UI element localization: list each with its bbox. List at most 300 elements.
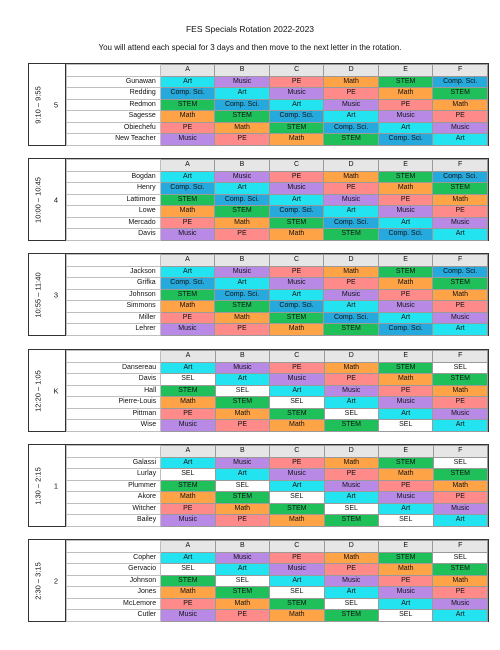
subject-cell: STEM [433, 278, 488, 290]
subject-cell: Art [215, 88, 270, 100]
subject-cell: PE [324, 564, 378, 576]
subject-cell: STEM [379, 457, 433, 469]
teacher-name: McLemore [67, 598, 161, 610]
subject-cell: STEM [269, 312, 324, 324]
page-subtitle: You will attend each special for 3 days and then move to the next letter in the rotation. [98, 43, 402, 52]
table-row [67, 88, 488, 100]
subject-cell: SEL [270, 397, 324, 409]
teacher-name: Johnson [67, 289, 161, 301]
subject-cell: SEL [215, 480, 269, 492]
teacher-name: Lattimore [67, 194, 161, 206]
rotation-table [66, 445, 488, 527]
subject-cell: Comp. Sci. [378, 134, 433, 146]
subject-cell: PE [324, 374, 378, 386]
subject-cell: PE [324, 278, 379, 290]
subject-cell: PE [160, 217, 215, 229]
teacher-name: Plummer [67, 480, 161, 492]
subject-cell: Music [161, 515, 215, 527]
slot-letter-header: D [324, 541, 378, 553]
rotation-table [66, 350, 488, 432]
subject-cell: Music [378, 111, 433, 123]
subject-cell: Art [160, 76, 215, 88]
subject-cell: Art [433, 420, 488, 432]
time-label: 2:30 – 3:15 [33, 561, 43, 600]
teacher-name: Copher [67, 552, 161, 564]
slot-letter-header: A [161, 446, 215, 458]
rotation-table [66, 254, 488, 336]
subject-cell: Music [160, 324, 215, 336]
subject-cell: Art [324, 587, 378, 599]
time-label-cell [29, 64, 48, 145]
grade-label-cell [47, 254, 66, 335]
subject-cell: SEL [433, 362, 488, 374]
subject-cell: STEM [270, 408, 324, 420]
subject-cell: PE [433, 206, 488, 218]
grade-label: 1 [53, 481, 59, 490]
grade-label-cell [47, 445, 66, 526]
table-row [67, 194, 488, 206]
slot-letter-header: E [378, 255, 433, 267]
teacher-name: Lowe [67, 206, 161, 218]
subject-cell: STEM [215, 492, 269, 504]
subject-cell: STEM [324, 420, 378, 432]
table-row [67, 480, 488, 492]
table-row [67, 385, 488, 397]
rotation-table [66, 159, 488, 241]
subject-cell: SEL [324, 598, 378, 610]
subject-cell: SEL [433, 552, 488, 564]
teacher-name: Redding [67, 88, 161, 100]
subject-cell: Music [378, 206, 433, 218]
subject-cell: Comp. Sci. [269, 301, 324, 313]
teacher-name: Davis [67, 229, 161, 241]
subject-cell: SEL [324, 503, 378, 515]
slot-letter-header: F [433, 65, 488, 77]
table-row [67, 122, 488, 134]
time-block [28, 158, 489, 241]
subject-cell: PE [433, 397, 488, 409]
teacher-name: Jackson [67, 266, 161, 278]
table-row [67, 420, 488, 432]
subject-cell: PE [270, 362, 324, 374]
subject-cell: PE [324, 183, 379, 195]
subject-cell: STEM [161, 575, 215, 587]
subject-cell: PE [269, 171, 324, 183]
subject-cell: Art [160, 266, 215, 278]
subject-cell: PE [378, 289, 433, 301]
slot-letter-header: C [270, 351, 324, 363]
subject-cell: Music [433, 503, 488, 515]
table-row [67, 515, 488, 527]
slot-header-row [67, 160, 488, 172]
subject-cell: PE [215, 515, 269, 527]
subject-cell: SEL [161, 469, 215, 481]
grade-label: 3 [53, 290, 59, 299]
teacher-name: Grifka [67, 278, 161, 290]
subject-cell: PE [161, 598, 215, 610]
subject-cell: Math [433, 289, 488, 301]
slot-letter-header: D [324, 65, 379, 77]
subject-cell: STEM [215, 206, 270, 218]
subject-cell: Music [324, 194, 379, 206]
teacher-name: Gervacio [67, 564, 161, 576]
subject-cell: PE [433, 492, 488, 504]
subject-cell: Music [324, 480, 378, 492]
subject-cell: Math [215, 122, 270, 134]
subject-cell: Math [161, 492, 215, 504]
subject-cell: PE [324, 469, 378, 481]
subject-cell: Music [160, 134, 215, 146]
slot-letter-header: B [215, 351, 269, 363]
time-label-cell [29, 540, 48, 621]
rotation-table [66, 64, 488, 146]
subject-cell: STEM [324, 515, 378, 527]
subject-cell: STEM [378, 76, 433, 88]
teacher-name: Sagesse [67, 111, 161, 123]
slot-letter-header: A [161, 351, 215, 363]
page-title: FES Specials Rotation 2022-2023 [185, 24, 315, 34]
subject-cell: Music [270, 564, 324, 576]
subject-cell: Comp. Sci. [269, 111, 324, 123]
table-row [67, 552, 488, 564]
subject-cell: SEL [324, 408, 378, 420]
slot-letter-header: D [324, 160, 379, 172]
table-row [67, 134, 488, 146]
subject-cell: Math [324, 171, 379, 183]
subject-cell: SEL [379, 420, 433, 432]
subject-cell: STEM [433, 564, 488, 576]
slot-header-row [67, 351, 488, 363]
subject-cell: Comp. Sci. [378, 229, 433, 241]
subject-cell: PE [270, 552, 324, 564]
subject-cell: Art [161, 362, 215, 374]
subject-cell: Music [161, 610, 215, 622]
subject-cell: Math [160, 111, 215, 123]
subject-cell: Math [324, 362, 378, 374]
time-label: 9:10 – 9:55 [33, 85, 43, 124]
grade-label-cell [47, 64, 66, 145]
subject-cell: STEM [269, 122, 324, 134]
subject-cell: Music [433, 122, 488, 134]
subject-cell: STEM [270, 598, 324, 610]
table-row [67, 99, 488, 111]
subject-cell: Music [215, 171, 270, 183]
header-blank-cell [67, 351, 161, 363]
slot-letter-header: E [379, 541, 433, 553]
teacher-name: Bailey [67, 515, 161, 527]
slot-letter-header: F [433, 255, 488, 267]
subject-cell: Music [215, 266, 270, 278]
table-row [67, 171, 488, 183]
subject-cell: Music [215, 362, 269, 374]
table-row [67, 324, 488, 336]
subject-cell: PE [215, 610, 269, 622]
slot-letter-header: D [324, 446, 378, 458]
slot-letter-header: E [378, 65, 433, 77]
subject-cell: Comp. Sci. [324, 122, 379, 134]
subject-cell: PE [215, 134, 270, 146]
subject-cell: Math [270, 515, 324, 527]
table-row [67, 217, 488, 229]
subject-cell: PE [324, 88, 379, 100]
subject-cell: PE [433, 111, 488, 123]
subject-cell: Art [269, 99, 324, 111]
slot-letter-header: F [433, 541, 488, 553]
subject-cell: STEM [379, 362, 433, 374]
slot-letter-header: B [215, 255, 270, 267]
subject-cell: Math [378, 183, 433, 195]
subject-cell: Math [324, 457, 378, 469]
subject-cell: Art [269, 194, 324, 206]
table-row [67, 183, 488, 195]
slot-letter-header: E [378, 160, 433, 172]
subject-cell: STEM [324, 324, 379, 336]
grade-label-cell [47, 159, 66, 240]
subject-cell: STEM [160, 289, 215, 301]
teacher-name: Hall [67, 385, 161, 397]
teacher-name: Witcher [67, 503, 161, 515]
subject-cell: PE [269, 76, 324, 88]
subject-cell: Art [215, 469, 269, 481]
subject-cell: Art [161, 457, 215, 469]
time-block [28, 63, 489, 146]
time-label-cell [29, 254, 48, 335]
subject-cell: STEM [433, 88, 488, 100]
slot-letter-header: F [433, 160, 488, 172]
subject-cell: Math [161, 587, 215, 599]
slot-letter-header: B [215, 160, 270, 172]
teacher-name: Obiechefu [67, 122, 161, 134]
subject-cell: SEL [270, 587, 324, 599]
subject-cell: STEM [433, 183, 488, 195]
subject-cell: STEM [215, 111, 270, 123]
subject-cell: STEM [324, 134, 379, 146]
table-row [67, 457, 488, 469]
subject-cell: Comp. Sci. [269, 206, 324, 218]
subject-cell: SEL [215, 575, 269, 587]
grade-label: K [53, 386, 59, 395]
subject-cell: Art [379, 503, 433, 515]
teacher-name: Bogdan [67, 171, 161, 183]
subject-cell: Comp. Sci. [378, 324, 433, 336]
subject-cell: Music [433, 312, 488, 324]
teacher-name: Henry [67, 183, 161, 195]
time-label: 1:30 – 2:15 [33, 466, 43, 505]
teacher-name: Akore [67, 492, 161, 504]
subject-cell: Art [270, 575, 324, 587]
subject-cell: PE [269, 266, 324, 278]
subject-cell: Art [378, 312, 433, 324]
teacher-name: New Teacher [67, 134, 161, 146]
table-row [67, 587, 488, 599]
subject-cell: Comp. Sci. [160, 88, 215, 100]
subject-cell: PE [433, 587, 488, 599]
subject-cell: STEM [324, 229, 379, 241]
subject-cell: PE [215, 229, 270, 241]
subject-cell: Art [324, 301, 379, 313]
teacher-name: Johnson [67, 575, 161, 587]
subject-cell: PE [160, 122, 215, 134]
subject-cell: Music [433, 408, 488, 420]
subject-cell: STEM [433, 374, 488, 386]
subject-cell: Music [379, 587, 433, 599]
table-row [67, 229, 488, 241]
subject-cell: Music [324, 99, 379, 111]
slot-letter-header: F [433, 351, 488, 363]
subject-cell: Math [379, 374, 433, 386]
table-row [67, 374, 488, 386]
subject-cell: PE [378, 194, 433, 206]
subject-cell: Art [270, 385, 324, 397]
subject-cell: Music [215, 552, 269, 564]
subject-cell: Art [324, 397, 378, 409]
slot-header-row [67, 446, 488, 458]
header-blank-cell [67, 255, 161, 267]
table-row [67, 564, 488, 576]
grade-label: 4 [53, 195, 59, 204]
subject-cell: Art [433, 134, 488, 146]
slot-letter-header: D [324, 255, 379, 267]
subject-cell: Comp. Sci. [433, 171, 488, 183]
grade-label-cell [47, 350, 66, 431]
subject-cell: Math [379, 564, 433, 576]
subject-cell: SEL [161, 564, 215, 576]
subject-cell: SEL [161, 374, 215, 386]
subject-cell: SEL [379, 515, 433, 527]
subject-cell: SEL [215, 385, 269, 397]
teacher-name: Miller [67, 312, 161, 324]
subject-cell: Math [433, 99, 488, 111]
subject-cell: PE [433, 301, 488, 313]
subject-cell: STEM [270, 503, 324, 515]
table-row [67, 598, 488, 610]
subject-cell: SEL [270, 492, 324, 504]
subject-cell: Art [160, 171, 215, 183]
time-block [28, 444, 489, 527]
subject-cell: PE [378, 99, 433, 111]
subject-cell: Math [160, 301, 215, 313]
subject-cell: Art [215, 374, 269, 386]
subject-cell: Comp. Sci. [215, 99, 270, 111]
subject-cell: PE [379, 575, 433, 587]
slot-letter-header: B [215, 446, 269, 458]
subject-cell: Comp. Sci. [433, 266, 488, 278]
slot-letter-header: C [270, 541, 324, 553]
subject-cell: Math [433, 385, 488, 397]
subject-cell: Math [269, 324, 324, 336]
time-label: 12:20 – 1:05 [33, 369, 43, 412]
subject-cell: Comp. Sci. [324, 217, 379, 229]
subject-cell: PE [379, 480, 433, 492]
subject-cell: PE [161, 503, 215, 515]
subject-cell: Math [433, 575, 488, 587]
teacher-name: Gunawan [67, 76, 161, 88]
subject-cell: Art [161, 552, 215, 564]
header-blank-cell [67, 65, 161, 77]
subject-cell: Math [324, 552, 378, 564]
teacher-name: Davis [67, 374, 161, 386]
teacher-name: Lurlay [67, 469, 161, 481]
slot-letter-header: C [269, 65, 324, 77]
slot-letter-header: A [160, 160, 215, 172]
subject-cell: Music [324, 575, 378, 587]
slot-header-row [67, 541, 488, 553]
subject-cell: Comp. Sci. [215, 289, 270, 301]
subject-cell: Art [379, 598, 433, 610]
subject-cell: Music [379, 397, 433, 409]
subject-cell: Art [270, 480, 324, 492]
subject-cell: STEM [433, 469, 488, 481]
subject-cell: Art [269, 289, 324, 301]
subject-cell: Music [160, 229, 215, 241]
grade-label-cell [47, 540, 66, 621]
time-label: 10:55 – 11:40 [33, 271, 43, 318]
subject-cell: Art [215, 278, 270, 290]
subject-cell: Music [379, 492, 433, 504]
subject-cell: Art [433, 515, 488, 527]
subject-cell: Art [433, 324, 488, 336]
subject-cell: Music [270, 374, 324, 386]
table-row [67, 362, 488, 374]
subject-cell: Math [161, 397, 215, 409]
subject-cell: Art [379, 408, 433, 420]
subject-cell: PE [161, 408, 215, 420]
subject-cell: Math [433, 480, 488, 492]
subject-cell: Art [324, 111, 379, 123]
table-row [67, 503, 488, 515]
subject-cell: Music [433, 598, 488, 610]
subject-cell: PE [215, 324, 270, 336]
slot-letter-header: E [379, 446, 433, 458]
subject-cell: Music [324, 385, 378, 397]
teacher-name: Simmons [67, 301, 161, 313]
time-label-cell [29, 159, 48, 240]
table-row [67, 408, 488, 420]
teacher-name: Galassi [67, 457, 161, 469]
slot-letter-header: F [433, 446, 488, 458]
subject-cell: Math [378, 88, 433, 100]
teacher-name: Cutler [67, 610, 161, 622]
subject-cell: Comp. Sci. [160, 183, 215, 195]
subject-cell: Art [378, 217, 433, 229]
subject-cell: Music [269, 278, 324, 290]
time-block [28, 539, 489, 622]
subject-cell: Music [270, 469, 324, 481]
teacher-name: Mercado [67, 217, 161, 229]
table-row [67, 301, 488, 313]
subject-cell: STEM [161, 385, 215, 397]
subject-cell: Music [378, 301, 433, 313]
subject-cell: PE [270, 457, 324, 469]
subject-cell: STEM [215, 587, 269, 599]
subject-cell: Art [378, 122, 433, 134]
time-label: 10:00 – 10:45 [33, 176, 43, 223]
table-row [67, 575, 488, 587]
rotation-table [66, 540, 488, 622]
subject-cell: Math [215, 408, 269, 420]
subject-cell: STEM [324, 610, 378, 622]
subject-cell: STEM [269, 217, 324, 229]
teacher-name: Wise [67, 420, 161, 432]
subject-cell: Math [269, 134, 324, 146]
table-row [67, 469, 488, 481]
subject-cell: Art [433, 229, 488, 241]
subject-cell: Music [161, 420, 215, 432]
slot-letter-header: A [161, 541, 215, 553]
grade-label: 5 [53, 100, 59, 109]
slot-header-row [67, 255, 488, 267]
header-blank-cell [67, 541, 161, 553]
